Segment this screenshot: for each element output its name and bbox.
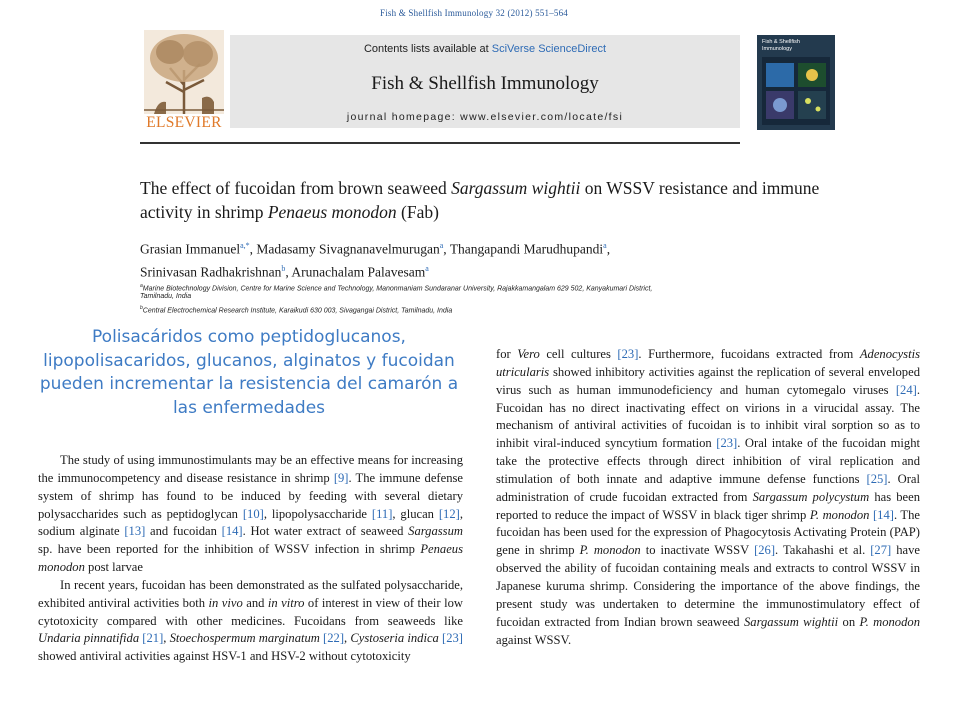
paragraph <box>38 452 463 577</box>
author-affil-mark[interactable]: b <box>281 264 286 273</box>
author-affil-mark[interactable]: a <box>439 241 444 250</box>
author-affil-mark[interactable]: a <box>603 241 607 250</box>
body-text: sp. have been reported for the inhibition of WSSV infection in shrimp <box>38 542 421 557</box>
citation-ref-link[interactable]: [25] <box>866 471 888 486</box>
author-name[interactable]: Thangapandi Marudhupandi <box>449 241 604 257</box>
author-affil-mark[interactable]: a <box>425 264 429 273</box>
citation-ref-link[interactable]: [22] <box>323 631 345 646</box>
citation-ref-link[interactable]: [13] <box>124 524 146 539</box>
author-name[interactable]: Arunachalam Palavesam <box>291 264 426 280</box>
citation-ref-link[interactable]: [14] <box>872 507 894 522</box>
body-text: has been reported to reduce the impact of WSSV in black tiger shrimp <box>496 489 920 522</box>
journal-header-banner <box>230 35 740 128</box>
italic-text: Penaeus monodon <box>38 542 463 575</box>
body-text: , lipopolysaccharide <box>263 506 372 521</box>
affiliation: $^a$Marine Biotechnology Division, Centre for Marine Science and Technology, Manonmaniam Sundaranar University, Rajakkamangalam 629 502, Kanyakumari District, <box>140 283 653 293</box>
body-text: to inactivate WSSV <box>640 543 755 558</box>
body-text: post larvae <box>84 560 143 575</box>
italic-text: P. monodon <box>859 614 920 629</box>
cover-image-icon <box>762 57 830 125</box>
annotation-overlay-text: Polisacáridos como peptidoglucanos, lipopolisacaridos, glucanos, alginatos y fucoidan pueden incrementar la resistencia del camarón a las enfermedades <box>39 327 459 418</box>
citation-ref-link[interactable]: [10] <box>242 506 264 521</box>
article-title: The effect of fucoidan from brown seaweed Sargassum wightii on WSSV resistance and immune activity in shrimp Penaeus monodon (Fab) <box>140 178 820 222</box>
citation-ref-link[interactable]: [26] <box>754 543 776 558</box>
italic-text: Sargassum wightii <box>743 614 839 629</box>
body-text: , glucan <box>392 506 439 521</box>
italic-text: Stoechospermum marginatum <box>169 631 320 646</box>
author-name[interactable]: Srinivasan Radhakrishnan <box>140 264 282 280</box>
body-text: and <box>242 595 268 610</box>
body-text: In recent years, fucoidan has been demonstrated as the sulfated polysaccharide, exhibited antiviral activities both <box>38 577 463 610</box>
author-name[interactable]: Grasian Immanuel <box>140 241 241 257</box>
body-text: . The immune defense system of shrimp has found to be induced by feeding with several dietary polysaccharides such as peptidoglycan <box>38 470 463 521</box>
author-name[interactable]: Madasamy Sivagnanavelmurugan <box>256 241 440 257</box>
italic-text: Vero <box>517 347 540 361</box>
body-text: showed inhibitory activities against the replication of several enveloped virus such as human immunodeficiency and human cytomegalo viruses <box>496 364 920 397</box>
citation-ref-link[interactable]: [27] <box>870 543 892 558</box>
italic-text: in vitro <box>267 595 305 610</box>
body-text: have observed the ability of fucoidan containing meals and extracts to control WSSV in Japanese kuruma shrimp. Considering the importance of the above findings, the present study was undertaken to determine the immunostimulatory effect of fucoidan extracted from Indian brown seaweed <box>496 543 921 629</box>
author-affil-mark[interactable]: a,* <box>240 241 250 250</box>
citation-ref-link[interactable]: [9] <box>333 470 349 485</box>
body-text: . Fucoidan has no direct inactivating effect on virions in a virucidal assay. The mechanism of antiviral activities of fucoidan is to inhibit viral sorption so as to inhibit viral-induced syncytium formation <box>496 382 920 451</box>
citation-ref-link[interactable]: [23] <box>617 347 639 361</box>
body-text: of interest in view of their low cytotoxicity compared with other medicines. Fucoidans from seaweeds like <box>38 595 463 628</box>
italic-text: P. monodon <box>809 507 870 522</box>
italic-text: Cystoseria indica <box>350 631 439 646</box>
citation-ref-link[interactable]: [14] <box>221 524 243 539</box>
body-text: showed antiviral activities against HSV-1 and HSV-2 without cytotoxicity <box>38 649 411 664</box>
italic-text: Adenocystis utricularis <box>496 347 920 379</box>
body-text: against WSSV. <box>496 632 572 647</box>
journal-name: Fish & Shellfish Immunology <box>371 73 599 94</box>
cover-title: Fish & Shellfish Immunology <box>762 39 800 52</box>
body-text: . The fucoidan has been used for the expression of Phagocytosis Activating Protein (PAP) gene in shrimp <box>496 507 920 558</box>
paragraph <box>38 577 463 666</box>
paragraph <box>496 346 920 649</box>
citation-ref-link[interactable]: [24] <box>895 382 917 397</box>
body-text: . Takahashi et al. <box>775 543 871 558</box>
body-text: . Oral administration of crude fucoidan extracted from <box>496 471 920 504</box>
citation-ref-link[interactable]: [21] <box>142 631 164 646</box>
body-text: . Oral intake of the fucoidan might take the protective effects through direct inhibition of viral replication and stimulation of both innate and adaptive immune defense functions <box>496 436 920 486</box>
sciencedirect-link[interactable]: SciVerse ScienceDirect <box>491 43 607 55</box>
contents-line <box>230 43 740 55</box>
citation-ref-link[interactable]: [11] <box>371 506 393 521</box>
body-column-right <box>496 346 920 649</box>
body-text: for <box>496 347 518 361</box>
body-text: , <box>344 631 351 646</box>
body-column-left <box>38 452 463 666</box>
journal-citation: Fish & Shellfish Immunology 32 (2012) 551–564 <box>380 8 569 18</box>
elsevier-logo <box>140 30 228 136</box>
journal-homepage: journal homepage: www.elsevier.com/locate/fsi <box>346 111 624 123</box>
body-text: on <box>838 614 860 629</box>
citation-ref-link[interactable]: [12] <box>438 506 460 521</box>
italic-text: Undaria pinnatifida <box>38 631 140 646</box>
italic-text: Sargassum polycystum <box>752 489 870 504</box>
body-text: and fucoidan <box>145 524 222 539</box>
journal-cover <box>757 35 835 130</box>
author-list: Grasian Immanuel$^{a,*}$, Madasamy Sivagnanavelmurugan$^a$, Thangapandi Marudhupandi$^a$, Srinivasan Radhakrishnan$^b$, Arunachalam Palavesam$^a$ <box>140 241 611 280</box>
affiliation: $^b$Central Electrochemical Research Institute, Karaikudi 630 003, Sivagangai District, Tamilnadu, India <box>140 305 453 315</box>
body-text: . Hot water extract of seaweed <box>242 524 409 539</box>
header-divider <box>140 142 740 144</box>
affiliation: Tamilnadu, India <box>140 293 192 300</box>
italic-text: P. monodon <box>579 543 641 558</box>
contents-prefix: Contents lists available at <box>363 43 492 55</box>
body-text: cell cultures <box>539 347 618 361</box>
citation-ref-link[interactable]: [23] <box>442 631 463 646</box>
body-text: The study of using immunostimulants may be an effective means for increasing the immunocompetency and disease resistance in shrimp <box>38 453 463 485</box>
citation-ref-link[interactable]: [23] <box>716 436 738 451</box>
body-text: , <box>163 631 170 646</box>
elsevier-wordmark: ELSEVIER <box>146 114 222 131</box>
elsevier-tree-icon <box>144 30 224 114</box>
italic-text: Sargassum <box>408 524 463 539</box>
italic-text: in vivo <box>208 595 243 610</box>
body-text: , sodium alginate <box>38 506 463 539</box>
body-text: . Furthermore, fucoidans extracted from <box>638 347 860 361</box>
